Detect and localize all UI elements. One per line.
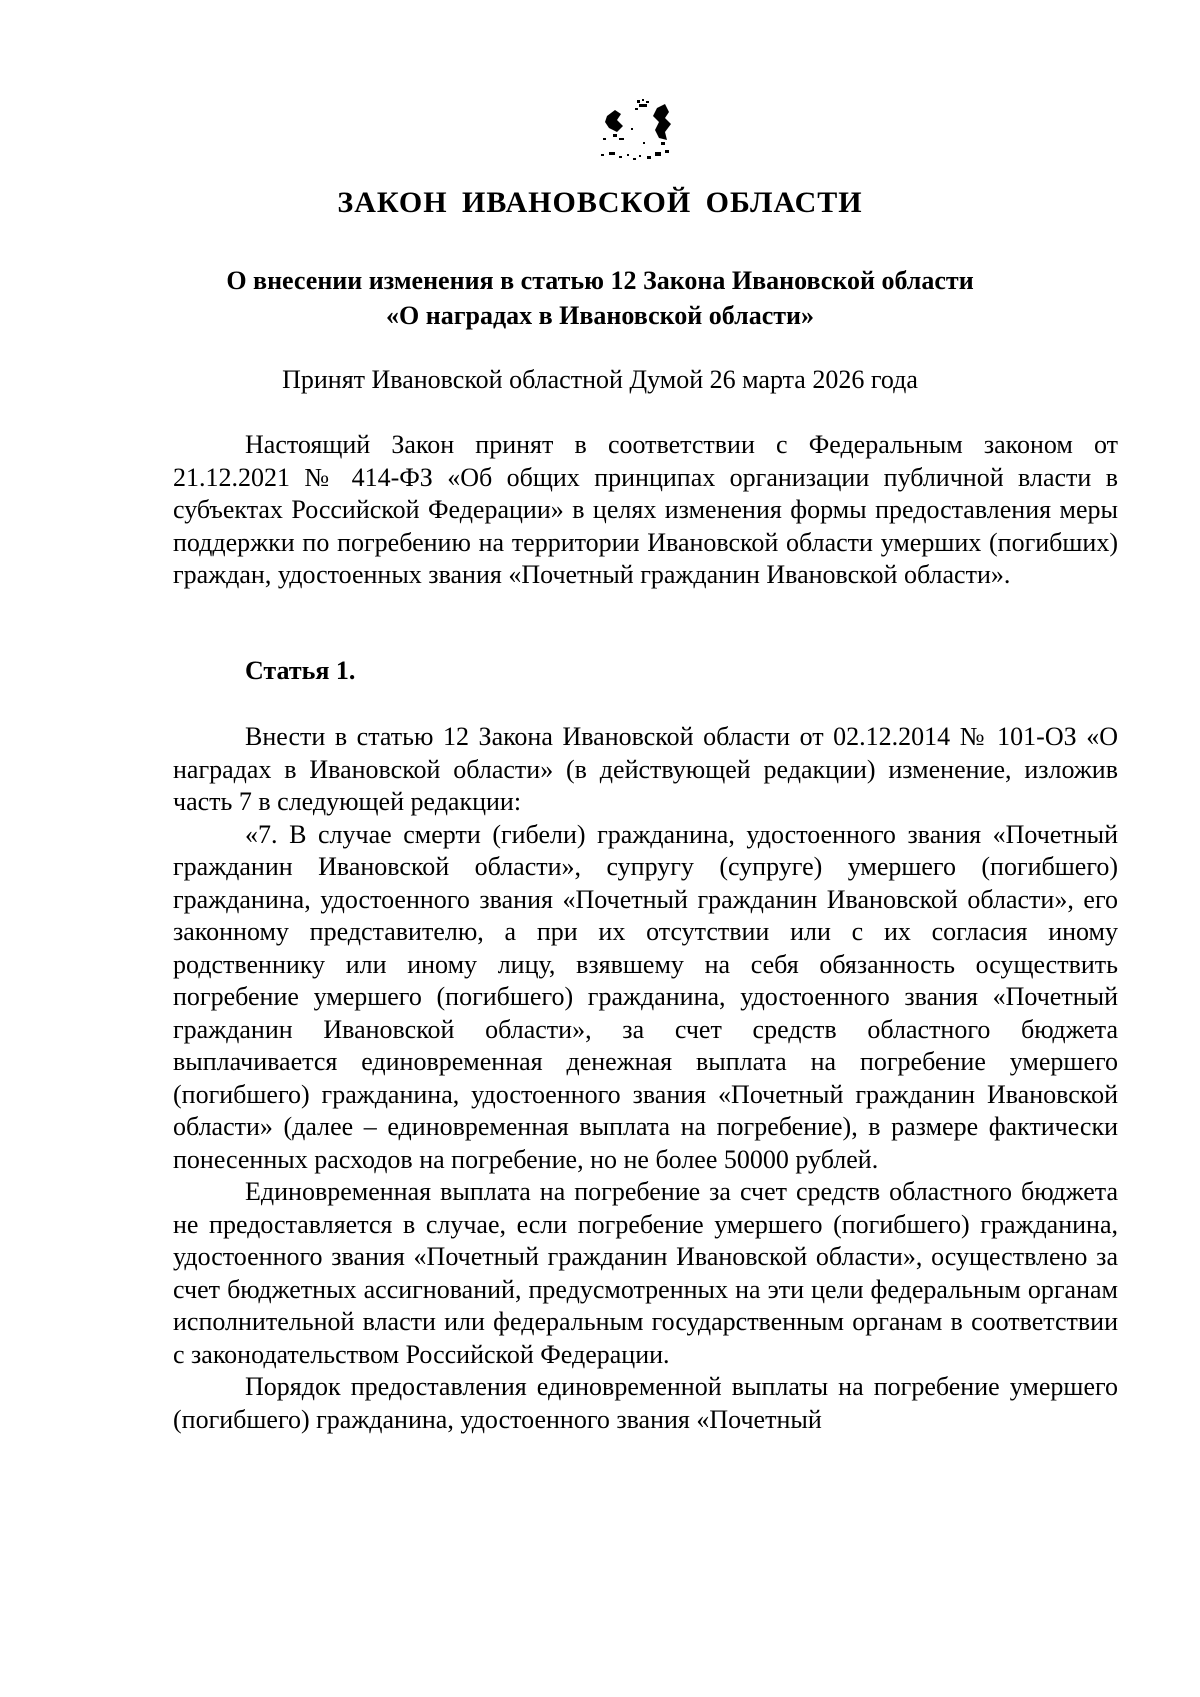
adoption-note: Принят Ивановской областной Думой 26 марта 2026 года [282, 365, 918, 394]
article-paragraph: Внести в статью 12 Закона Ивановской области от 02.12.2014 № 101-ОЗ «О наградах в Ивановской области» (в действующей редакции) изменение, изложив часть 7 в следующей редакции: [173, 722, 1118, 816]
preamble-section [173, 429, 1118, 592]
law-subtitle-line-1: О внесении изменения в статью 12 Закона Ивановской области [226, 266, 974, 295]
law-title: ЗАКОН ИВАНОВСКОЙ ОБЛАСТИ [337, 186, 863, 219]
coat-of-arms-icon [595, 98, 695, 178]
article-paragraph: Порядок предоставления единовременной выплаты на погребение умершего (погибшего) гражданина, удостоенного звания «Почетный [173, 1372, 1118, 1434]
article-heading: Статья 1. [245, 656, 356, 685]
article-paragraph: Единовременная выплата на погребение за счет средств областного бюджета не предоставляется в случае, если погребение умершего (погибшего) гражданина, удостоенного звания «Почетный гражданин Ивановской области», осуществлено за счет бюджетных ассигнований, предусмотренных на эти цели федеральным органам исполнительной власти или федеральным государственным органам в соответствии с законодательством Российской Федерации. [173, 1177, 1118, 1369]
preamble-paragraph: Настоящий Закон принят в соответствии с Федеральным законом от 21.12.2021 № 414-ФЗ «Об общих принципах организации публичной власти в субъектах Российской Федерации» в целях изменения формы предоставления меры поддержки по погребению на территории Ивановской области умерших (погибших) граждан, удостоенных звания «Почетный гражданин Ивановской области». [173, 430, 1118, 589]
law-subtitle [0, 263, 1200, 333]
article-body [173, 721, 1118, 1436]
law-subtitle-line-2: «О наградах в Ивановской области» [385, 301, 814, 330]
article-paragraph: «7. В случае смерти (гибели) гражданина, удостоенного звания «Почетный гражданин Ивановской области», супругу (супруге) умершего (погибшего) гражданина, удостоенного звания «Почетный гражданин Ивановской области», его законному представителю, а при их отсутствии или с их согласия иному родственнику или иному лицу, взявшему на себя обязанность осуществить погребение умершего (погибшего) гражданина, удостоенного звания «Почетный гражданин Ивановской области», за счет средств областного бюджета выплачивается единовременная денежная выплата на погребение умершего (погибшего) гражданина, удостоенного звания «Почетный гражданин Ивановской области» (далее – единовременная выплата на погребение), в размере фактически понесенных расходов на погребение, но не более 50000 рублей. [173, 819, 1118, 1174]
